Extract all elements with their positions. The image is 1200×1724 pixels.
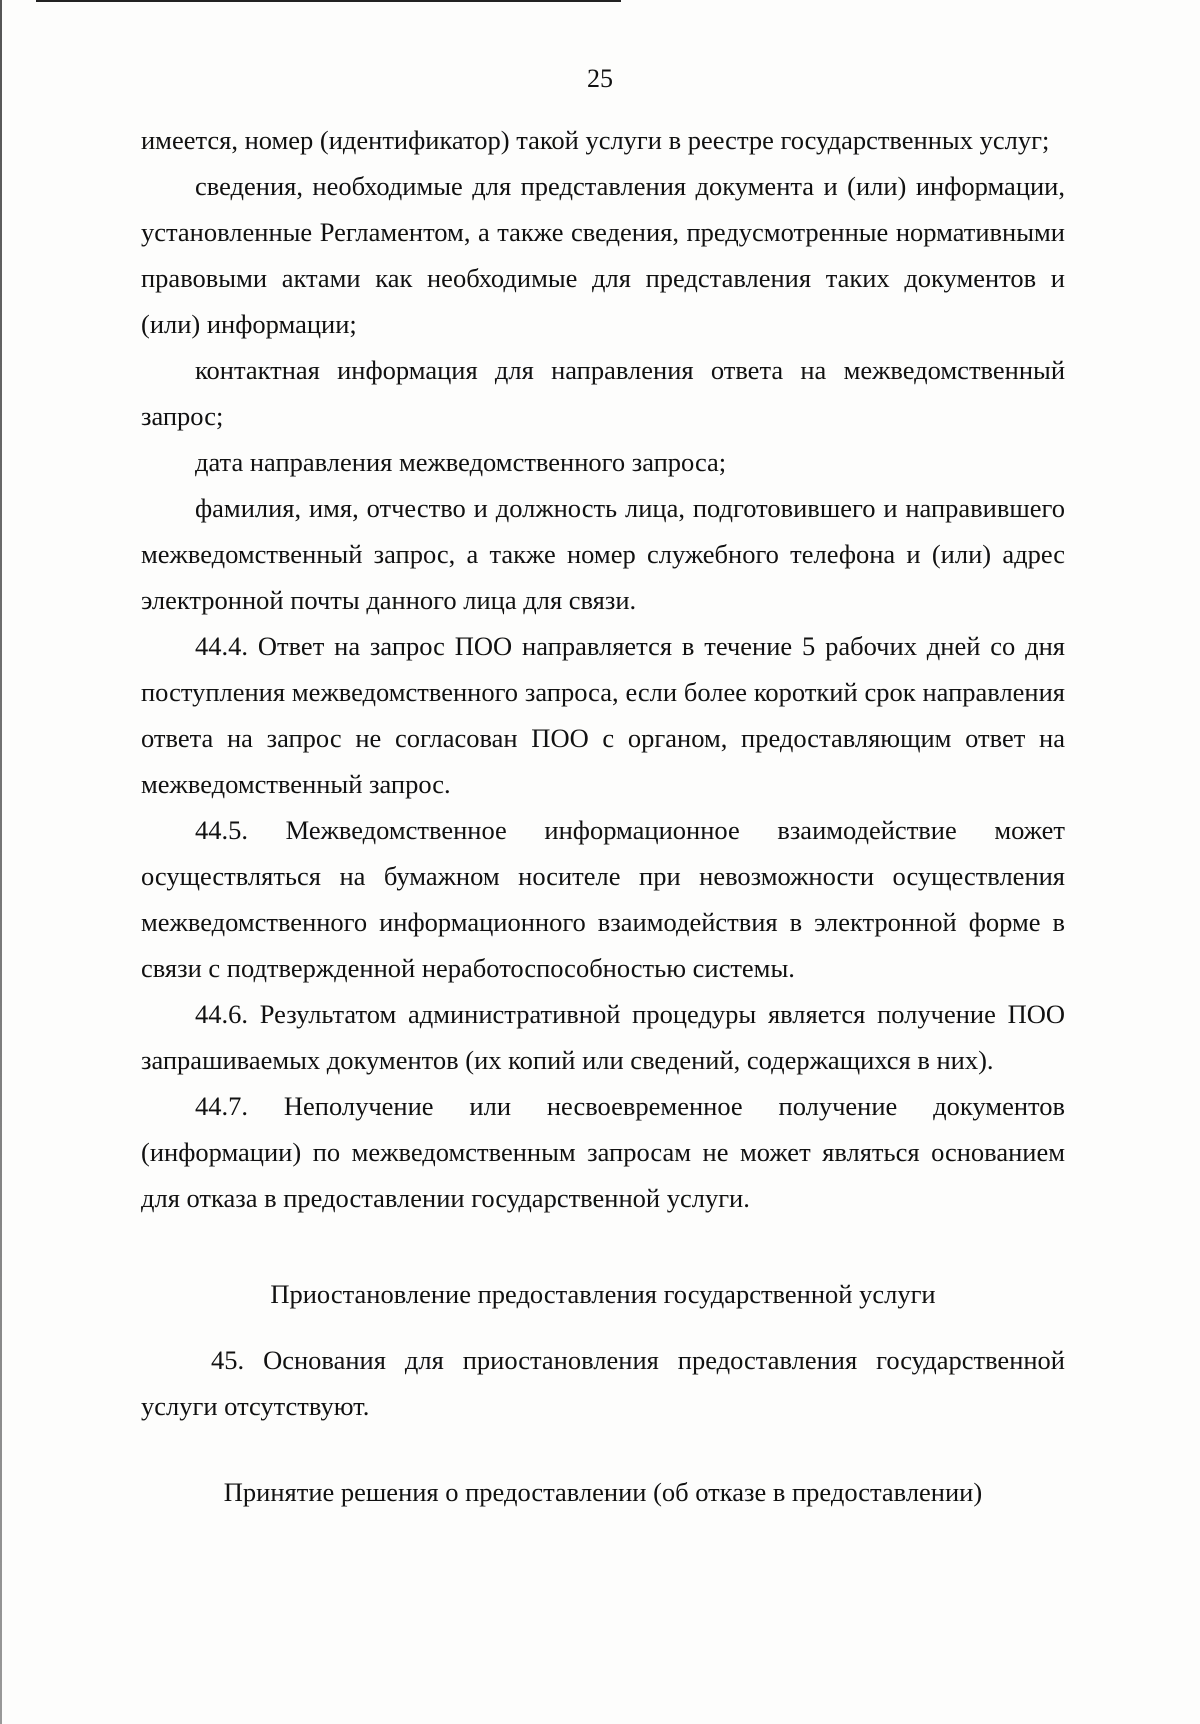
paragraph: контактная информация для направления ответа на межведомственный запрос; <box>141 355 1065 431</box>
top-border-line <box>36 0 621 2</box>
left-scan-edge <box>0 0 2 1724</box>
paragraph: фамилия, имя, отчество и должность лица, подготовившего и направившего межведомственный запрос, а также номер служебного телефона и (или) адрес электронной почты данного лица для связи. <box>141 493 1065 615</box>
section-heading: Принятие решения о предоставлении (об отказе в предоставлении) <box>223 1477 983 1507</box>
document-body <box>141 117 1065 1515</box>
paragraph: 44.5. Межведомственное информационное взаимодействие может осуществляться на бумажном носителе при невозможности осуществления межведомственного информационного взаимодействия в электронной форме в связи с подтвержденной неработоспособностью системы. <box>141 815 1065 983</box>
paragraph: имеется, номер (идентификатор) такой услуги в реестре государственных услуг; <box>141 125 1050 155</box>
paragraph: 44.4. Ответ на запрос ПОО направляется в течение 5 рабочих дней со дня поступления межведомственного запроса, если более короткий срок направления ответа на запрос не согласован ПОО с органом, предоставляющим ответ на межведомственный запрос. <box>141 631 1065 799</box>
page-number: 25 <box>587 64 613 93</box>
paragraph: 44.7. Неполучение или несвоевременное получение документов (информации) по межведомственным запросам не может являться основанием для отказа в предоставлении государственной услуги. <box>141 1091 1065 1213</box>
paragraph: 45. Основания для приостановления предоставления государственной услуги отсутствуют. <box>141 1345 1065 1421</box>
section-heading: Приостановление предоставления государственной услуги <box>270 1279 936 1309</box>
paragraph: сведения, необходимые для представления документа и (или) информации, установленные Регламентом, а также сведения, предусмотренные нормативными правовыми актами как необходимые для представления таких документов и (или) информации; <box>141 171 1065 339</box>
paragraph: дата направления межведомственного запроса; <box>195 447 727 477</box>
paragraph: 44.6. Результатом административной процедуры является получение ПОО запрашиваемых документов (их копий или сведений, содержащихся в них). <box>141 999 1065 1075</box>
